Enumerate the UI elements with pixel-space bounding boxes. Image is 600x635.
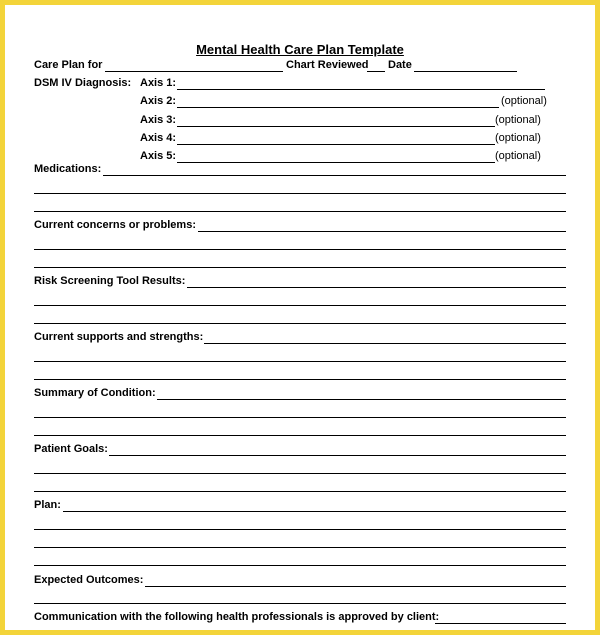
goals-line[interactable]: [34, 473, 566, 474]
chart-reviewed-label: Chart Reviewed: [286, 59, 369, 71]
summary-label: Summary of Condition:: [34, 387, 156, 399]
axis-4-field[interactable]: [177, 144, 495, 145]
medications-line[interactable]: [34, 211, 566, 212]
axis-2-label: Axis 2:: [140, 95, 177, 107]
medications-line[interactable]: [34, 193, 566, 194]
concerns-label: Current concerns or problems:: [34, 219, 196, 231]
axis-3-field[interactable]: [177, 126, 495, 127]
supports-label: Current supports and strengths:: [34, 331, 204, 343]
axis-3-note: (optional): [495, 114, 541, 126]
axis-4-label: Axis 4:: [140, 132, 177, 144]
risk-label: Risk Screening Tool Results:: [34, 275, 186, 287]
axis-1-field[interactable]: [177, 89, 545, 90]
diagnosis-label: DSM IV Diagnosis:: [34, 77, 132, 89]
axis-2-note: (optional): [501, 95, 547, 107]
supports-line[interactable]: [34, 361, 566, 362]
axis-5-note: (optional): [495, 150, 541, 162]
concerns-line[interactable]: [34, 249, 566, 250]
plan-field[interactable]: [63, 511, 566, 512]
outcomes-field[interactable]: [145, 586, 566, 587]
outcomes-label: Expected Outcomes:: [34, 574, 144, 586]
plan-line[interactable]: [34, 565, 566, 566]
medications-label: Medications:: [34, 163, 102, 175]
concerns-line[interactable]: [34, 267, 566, 268]
form-sheet: [5, 5, 595, 630]
summary-line[interactable]: [34, 417, 566, 418]
page-title: Mental Health Care Plan Template: [196, 42, 404, 57]
risk-line[interactable]: [34, 305, 566, 306]
care-plan-for-field[interactable]: [105, 71, 283, 72]
date-label: Date: [388, 59, 412, 71]
summary-field[interactable]: [157, 399, 566, 400]
chart-reviewed-field[interactable]: [367, 71, 385, 72]
supports-line[interactable]: [34, 379, 566, 380]
concerns-field[interactable]: [198, 231, 566, 232]
goals-label: Patient Goals:: [34, 443, 108, 455]
communication-label: Communication with the following health professionals is approved by client:: [34, 611, 440, 623]
medications-field[interactable]: [103, 175, 566, 176]
plan-line[interactable]: [34, 529, 566, 530]
goals-line[interactable]: [34, 491, 566, 492]
axis-3-label: Axis 3:: [140, 114, 177, 126]
care-plan-for-label: Care Plan for: [34, 59, 103, 71]
plan-line[interactable]: [34, 547, 566, 548]
axis-5-label: Axis 5:: [140, 150, 177, 162]
outcomes-line[interactable]: [34, 603, 566, 604]
axis-1-label: Axis 1:: [140, 77, 177, 89]
plan-label: Plan:: [34, 499, 61, 511]
goals-field[interactable]: [109, 455, 566, 456]
supports-field[interactable]: [204, 343, 566, 344]
date-field[interactable]: [414, 71, 517, 72]
summary-line[interactable]: [34, 435, 566, 436]
axis-4-note: (optional): [495, 132, 541, 144]
risk-field[interactable]: [187, 287, 566, 288]
axis-5-field[interactable]: [177, 162, 495, 163]
communication-field[interactable]: [435, 623, 566, 624]
axis-2-field[interactable]: [177, 107, 499, 108]
risk-line[interactable]: [34, 323, 566, 324]
